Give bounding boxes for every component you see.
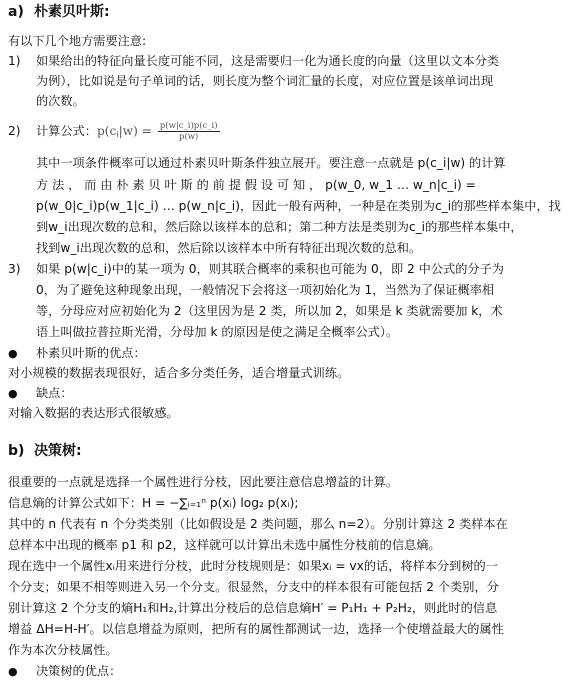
item-3-line-1: 如果 p(w|c_i)中的某一项为 0，则其联合概率的乘积也可能为 0，即 2 中公式的分子为	[36, 262, 504, 276]
item-3-line-4: 语上叫做拉普拉斯光滑，分母加 k 的原因是使之满足全概率公式）。	[36, 325, 399, 339]
bullet-icon: ●	[8, 665, 18, 678]
dt-line-5: 现在选中一个属性xᵢ用来进行分枝，此时分枝规则是：如果xᵢ = vx的话，将样本分到树的一	[8, 559, 498, 573]
item-2-line-4: 到w_i出现次数的总和，然后除以该样本的总和；第二种方法是类别为c_i的那些样本集中，	[36, 220, 523, 234]
nb-cons-title: 缺点：	[36, 386, 73, 400]
bullet-icon: ●	[8, 347, 18, 360]
dt-line-2: 信息熵的计算公式如下：H = −∑ᵢ₌₁ⁿ p(xᵢ) log₂ p(xᵢ);	[8, 496, 299, 510]
section-b-title: 决策树:	[34, 443, 82, 459]
section-a-title: 朴素贝叶斯:	[34, 4, 110, 20]
section-b-heading	[8, 443, 82, 460]
dt-line-7: 别计算这 2 个分支的熵H₁和H₂,计算出分枝后的总信息熵H′ = P₁H₁ + P₂H₂，则此时的信息	[8, 601, 498, 615]
formula-numerator: p(w|c_i)p(c_i)	[159, 121, 218, 131]
dt-line-8: 增益 ΔH=H-H′。以信息增益为原则，把所有的属性都测试一边，选择一个使增益最大的属性	[8, 622, 504, 636]
nb-cons-heading	[8, 385, 73, 402]
item-1-line-1: 如果给出的特征向量长度可能不同，这是需要归一化为通长度的向量（这里以文本分类	[36, 54, 500, 68]
dt-line-4: 总样本中出现的概率 p1 和 p2，这样就可以计算出未选中属性分枝前的信息熵。	[8, 538, 441, 552]
dt-line-6: 个分支；如果不相等则进入另一个分支。很显然，分支中的样本很有可能包括 2 个类别，分	[8, 580, 499, 594]
formula-label: 计算公式：	[36, 124, 97, 138]
intro-line: 有以下几个地方需要注意:	[8, 34, 147, 48]
dt-pros-title: 决策树的优点：	[36, 664, 122, 678]
formula-denominator: p(w)	[179, 132, 199, 142]
nb-pros-text: 对小规模的数据表现很好，适合多分类任务，适合增量式训练。	[8, 366, 350, 380]
item-1-line-2: 为例），比如说是句子单词的话，则长度为整个词汇量的长度，对应位置是该单词出现	[36, 74, 494, 88]
section-a-heading	[8, 4, 110, 21]
formula-fraction	[158, 121, 220, 142]
formula-lhs: p(c	[96, 124, 117, 138]
item-1-number: 1)	[8, 54, 21, 68]
item-3-number: 3)	[8, 262, 21, 276]
dt-line-1: 很重要的一点就是选择一个属性进行分枝，因此要注意信息增益的计算。	[8, 475, 398, 489]
item-2-number: 2)	[8, 124, 21, 138]
item-3-line-2: 0，为了避免这种现象出现，一般情况下会将这一项初始化为 1，当然为了保证概率相	[36, 283, 495, 297]
dt-line-3: 其中的 n 代表有 n 个分类类别（比如假设是 2 类问题，那么 n=2）。分别计算这 2 类样本在	[8, 517, 508, 531]
item-2-line-3: p(w_0|c_i)p(w_1|c_i) … p(w_n|c_i)，因此一般有两种，一种是在类别为c_i的那些样本集中，找	[36, 199, 561, 213]
item-2-line-5: 找到w_i出现次数的总和，然后除以该样本中所有特征出现次数的总和。	[36, 241, 422, 255]
bullet-icon: ●	[8, 387, 18, 400]
item-1-line-3: 的次数。	[36, 94, 85, 108]
bayes-formula	[36, 118, 220, 148]
nb-cons-text: 对输入数据的表达形式很敏感。	[8, 406, 179, 420]
dt-pros-heading	[8, 663, 121, 680]
formula-lhs-end: |w) =	[118, 124, 156, 138]
item-3-line-3: 等，分母应对应初始化为 2（这里因为是 2 类，所以加 2，如果是 k 类就需要加 k，术	[36, 304, 503, 318]
section-b-label: b)	[8, 443, 25, 459]
nb-pros-title: 朴素贝叶斯的优点：	[36, 346, 146, 360]
dt-line-9: 作为本次分枝属性。	[8, 643, 118, 657]
item-2-line-2: 方 法 ， 而 由 朴 素 贝 叶 斯 的 前 提 假 设 可 知 ， p(w_0, w_1 … w_n|c_i) =	[36, 178, 476, 192]
section-a-label: a)	[8, 4, 24, 20]
formula-lhs-sub: i	[116, 130, 119, 139]
nb-pros-heading	[8, 345, 146, 362]
item-2-line-1: 其中一项条件概率可以通过朴素贝叶斯条件独立展开。要注意一点就是 p(c_i|w) 的计算	[36, 156, 506, 170]
